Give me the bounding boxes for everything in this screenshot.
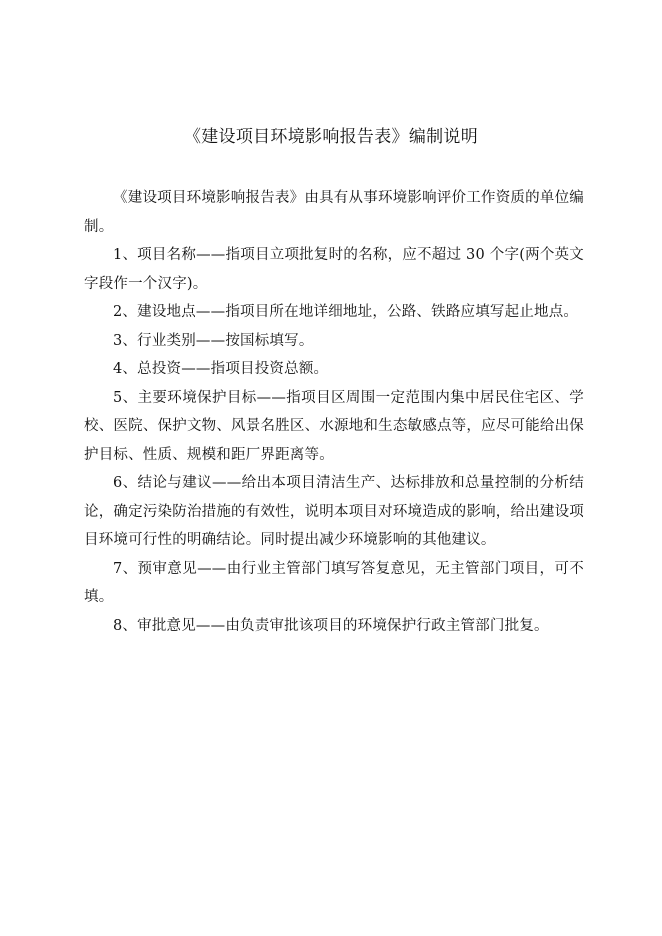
- document-body: [84, 184, 584, 640]
- intro-paragraph: 《建设项目环境影响报告表》由具有从事环境影响评价工作资质的单位编制。: [84, 190, 584, 235]
- item-approval-opinion: 8、审批意见——由负责审批该项目的环境保护行政主管部门批复。: [113, 617, 549, 634]
- item-total-investment: 4、总投资——指项目投资总额。: [113, 361, 329, 377]
- item-protection-targets: 5、主要环境保护目标——指项目区周围一定范围内集中居民住宅区、学校、医院、保护文物、风景名胜区、水源地和生态敏感点等，应尽可能给出保护目标、性质、规模和距厂界距离等。: [84, 389, 584, 463]
- item-preliminary-review: 7、预审意见——由行业主管部门填写答复意见，无主管部门项目，可不填。: [84, 560, 584, 605]
- item-industry-category: 3、行业类别——按国标填写。: [113, 332, 314, 349]
- item-conclusions: 6、结论与建议——给出本项目清洁生产、达标排放和总量控制的分析结论，确定污染防治措施的有效性，说明本项目对环境造成的影响，给出建设项目环境可行性的明确结论。同时提出减少环境影响的其他建议。: [84, 475, 584, 548]
- item-construction-site: 2、建设地点——指项目所在地详细地址，公路、铁路应填写起止地点。: [113, 304, 579, 320]
- document-title: 《建设项目环境影响报告表》编制说明: [183, 127, 479, 147]
- item-project-name: 1、项目名称——指项目立项批复时的名称，应不超过 30 个字(两个英文字段作一个汉字)。: [84, 247, 584, 292]
